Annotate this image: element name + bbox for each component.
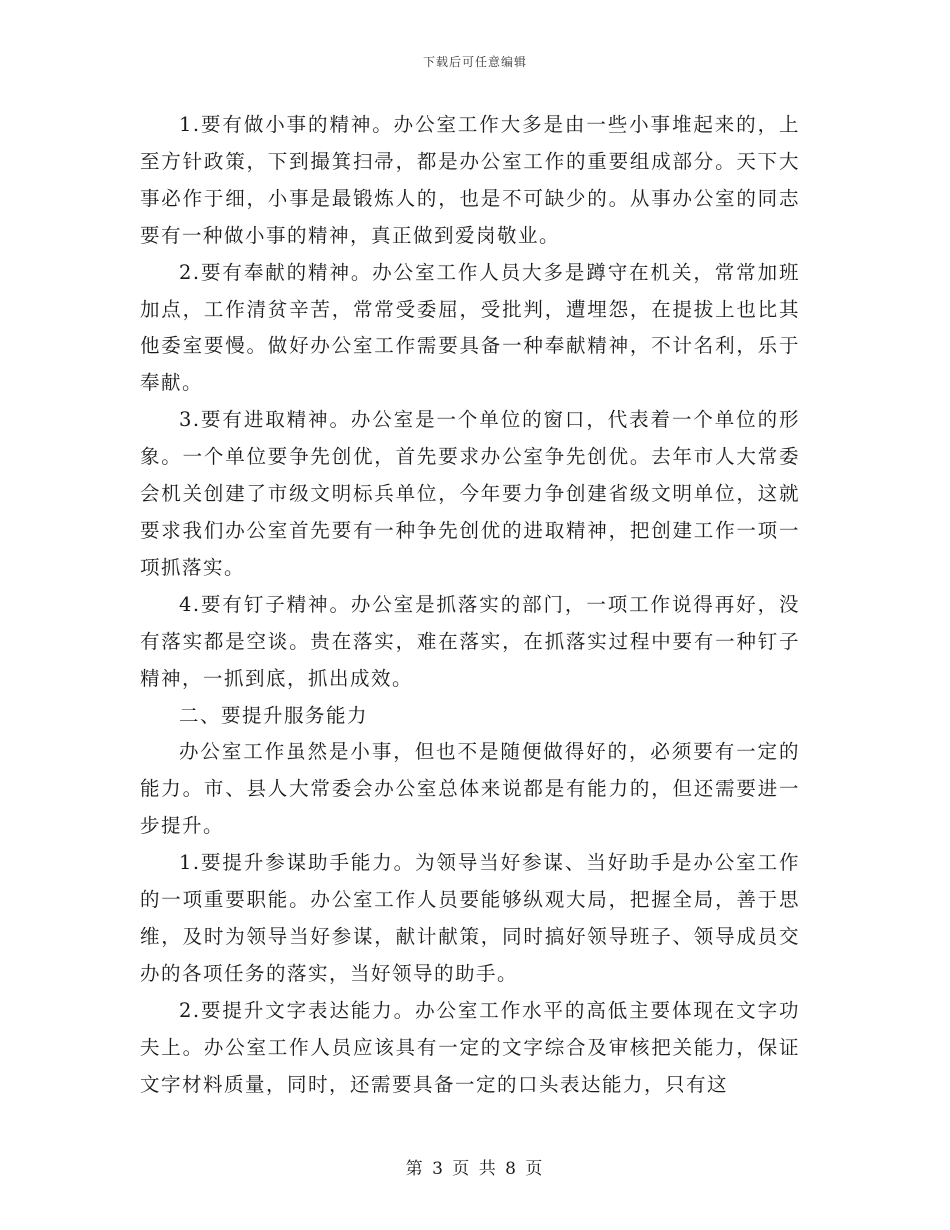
paragraph-1: 1.要有做小事的精神。办公室工作大多是由一些小事堆起来的，上至方针政策，下到撮箕扫帚，都是办公室工作的重要组成部分。天下大事必作于细，小事是最锻炼人的，也是不可缺少的。从事办公室的同志要有一种做小事的精神，真正做到爱岗敬业。 (140, 113, 800, 247)
section-heading: 二、要提升服务能力 (179, 703, 369, 727)
page-header-note: 下载后可任意编辑 (422, 55, 527, 69)
paragraph-6: 1.要提升参谋助手能力。为领导当好参谋、当好助手是办公室工作的一项重要职能。办公室工作人员要能够纵观大局，把握全局，善于思维，及时为领导当好参谋，献计献策，同时搞好领导班子、领导成员交办的各项任务的落实，当好领导的助手。 (140, 851, 800, 985)
document-body (140, 107, 800, 1103)
paragraph-2: 2.要有奉献的精神。办公室工作人员大多是蹲守在机关，常常加班加点，工作清贫辛苦，常常受委屈，受批判，遭埋怨，在提拔上也比其他委室要慢。做好办公室工作需要具备一种奉献精神，不计名利，乐于奉献。 (140, 260, 800, 395)
paragraph-5: 办公室工作虽然是小事，但也不是随便做得好的，必须要有一定的能力。市、县人大常委会办公室总体来说都是有能力的，但还需要进一步提升。 (140, 740, 800, 838)
page-number: 第 3 页 共 8 页 (405, 1159, 545, 1179)
paragraph-4: 4.要有钉子精神。办公室是抓落实的部门，一项工作说得再好，没有落实都是空谈。贵在落实，难在落实，在抓落实过程中要有一种钉子精神，一抓到底，抓出成效。 (140, 592, 800, 690)
paragraph-3: 3.要有进取精神。办公室是一个单位的窗口，代表着一个单位的形象。一个单位要争先创优，首先要求办公室争先创优。去年市人大常委会机关创建了市级文明标兵单位，今年要力争创建省级文明单位，这就要求我们办公室首先要有一种争先创优的进取精神，把创建工作一项一项抓落实。 (140, 408, 800, 579)
paragraph-7: 2.要提升文字表达能力。办公室工作水平的高低主要体现在文字功夫上。办公室工作人员应该具有一定的文字综合及审核把关能力，保证文字材料质量，同时，还需要具备一定的口头表达能力，只有这 (140, 998, 800, 1096)
